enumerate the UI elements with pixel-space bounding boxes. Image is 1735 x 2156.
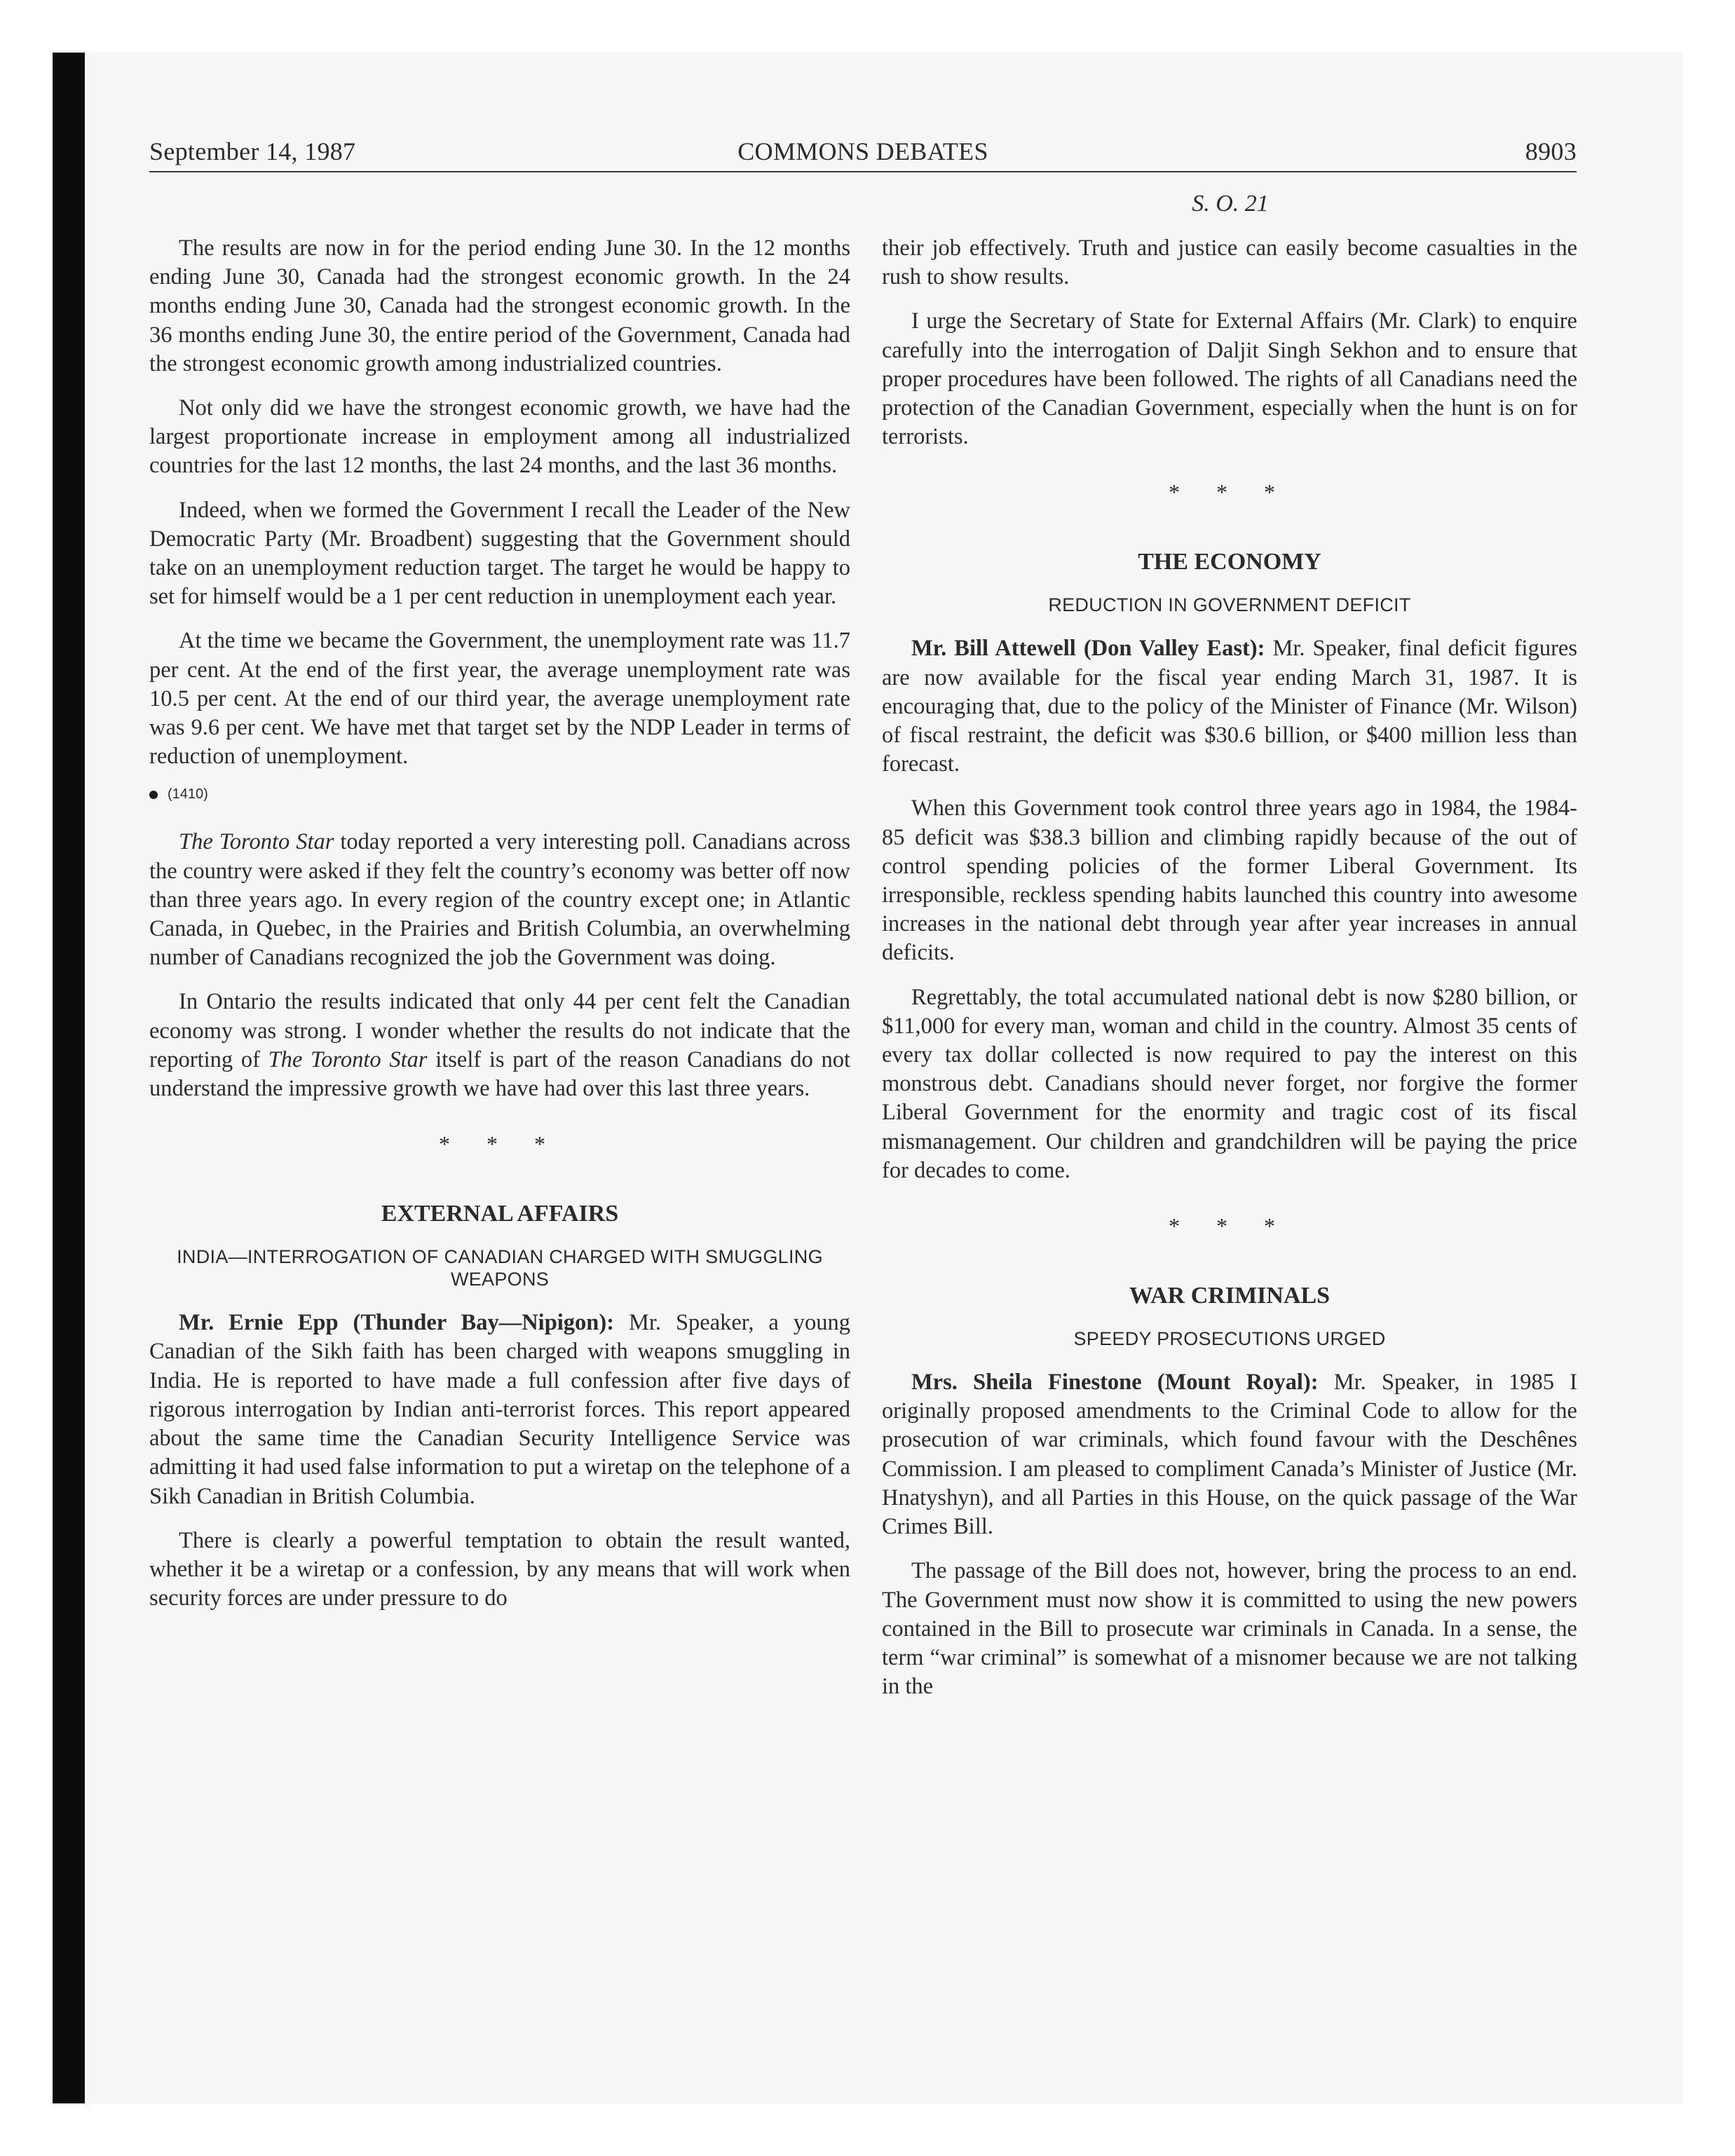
section-heading: WAR CRIMINALS — [1129, 1283, 1331, 1309]
paragraph: There is clearly a powerful temptation to obtain the result wanted, whether it be a wiretap or a confession, by any means that will work when security forces are under pressure to do — [149, 1527, 850, 1611]
left-column — [149, 234, 850, 1972]
paragraph: Not only did we have the strongest economic growth, we have had the largest proportionate increase in employment among all industrialized countries for the last 12 months, the last 24 months, and the last 36 months. — [149, 395, 850, 479]
header-title: COMMONS DEBATES — [737, 137, 988, 165]
time-marker-text: (1410) — [168, 786, 208, 803]
scan-edge-strip — [53, 53, 85, 2103]
header-page-number: 8903 — [1525, 137, 1577, 165]
header-rule — [149, 171, 1577, 172]
speaker-name: Mrs. Sheila Finestone (Mount Royal): — [911, 1370, 1319, 1396]
section-subheading: SPEEDY PROSECUTIONS URGED — [1073, 1328, 1386, 1350]
paragraph: I urge the Secretary of State for External Affairs (Mr. Clark) to enquire carefully into the interrogation of Daljit Singh Sekhon and to ensure that proper procedures have been followed. The rights of all Canadians need the protection of the Canadian Government, especially when the hunt is on for terrorists. — [882, 308, 1577, 450]
paragraph-text: In Ontario the results indicated that only 44 per cent felt the Canadian economy was strong. I wonder whether the results do not indicate that the reporting of — [149, 989, 850, 1072]
paragraph — [882, 634, 1577, 779]
paragraph — [149, 988, 850, 1103]
paragraph-text: Mr. Speaker, in 1985 I originally proposed amendments to the Criminal Code to allow for the prosecution of war criminals, which found favour with the Deschênes Commission. I am pleased to compliment Canada’s Minister of Justice (Mr. Hnatyshyn), and all Parties in this House, on the quick passage of the War Crimes Bill. — [882, 1370, 1577, 1540]
paragraph: The passage of the Bill does not, however, bring the process to an end. The Government must now show it is committed to using the new powers contained in the Bill to prosecute war criminals in Canada. In a sense, the term “war criminal” is somewhat of a misnomer because we are not talking in the — [882, 1558, 1577, 1700]
paragraph: Regrettably, the total accumulated national debt is now $280 billion, or $11,000 for every man, woman and child in the country. Almost 35 cents of every tax dollar collected is now required to pay the interest on this monstrous debt. Canadians should never forget, nor forgive the former Liberal Government for the enormity and tragic cost of its fiscal mismanagement. Our children and grandchildren will be paying the price for decades to come. — [882, 984, 1577, 1183]
section-separator: * * * — [1169, 1213, 1291, 1239]
paragraph — [149, 1309, 850, 1510]
paragraph: At the time we became the Government, the unemployment rate was 11.7 per cent. At the end of the first year, the average unemployment rate was 10.5 per cent. At the end of our third year, the average unemployment rate was 9.6 per cent. We have met that target set by the NDP Leader in terms of reduction of unemployment. — [149, 628, 850, 770]
section-heading: EXTERNAL AFFAIRS — [381, 1201, 619, 1227]
paragraph-text: Mr. Speaker, final deficit figures are now available for the fiscal year ending March 31, 1987. It is encouraging that, due to the policy of the Minister of Finance (Mr. Wilson) of fiscal restraint, the deficit was $30.6 billion, or $400 million less than forecast. — [882, 636, 1577, 777]
header-date: September 14, 1987 — [149, 137, 356, 165]
section-separator: * * * — [439, 1131, 561, 1157]
paragraph: The results are now in for the period ending June 30. In the 12 months ending June 30, Canada had the strongest economic growth. In the 24 months ending June 30, Canada had the strongest economic growth. In the 36 months ending June 30, the entire period of the Government, Canada had the strongest economic growth among industrialized countries. — [149, 236, 850, 376]
section-subheading: REDUCTION IN GOVERNMENT DEFICIT — [1048, 594, 1411, 616]
paragraph: When this Government took control three years ago in 1984, the 1984-85 deficit was $38.3 billion and climbing rapidly because of the out of control spending policies of the former Liberal Government. Its irresponsible, reckless spending habits launched this country into awesome increases in the national debt through year after year increases in annual deficits. — [882, 796, 1577, 966]
page-header — [149, 137, 1577, 173]
newspaper-name: The Toronto Star — [268, 1046, 428, 1072]
paragraph: their job effectively. Truth and justice can easily become casualties in the rush to show results. — [882, 236, 1577, 290]
right-column — [882, 234, 1577, 1972]
standing-order-marker: S. O. 21 — [1192, 191, 1269, 217]
section-heading: THE ECONOMY — [1138, 549, 1321, 575]
paragraph-text: itself is part of the reason Canadians do not understand the impressive growth we have had over this last three years. — [149, 1046, 850, 1102]
paragraph: Indeed, when we formed the Government I recall the Leader of the New Democratic Party (Mr. Broadbent) suggesting that the Government should take on an unemployment reduction target. The target he would be happy to set for himself would be a 1 per cent reduction in unemployment each year. — [149, 497, 850, 610]
paragraph-text: today reported a very interesting poll. Canadians across the country were asked if they felt the country’s economy was better off now than three years ago. In every region of the country except one; in Atlantic Canada, in Quebec, in the Prairies and British Columbia, an overwhelming number of Canadians recognized the job the Government was doing. — [149, 829, 850, 971]
section-subheading: INDIA—INTERROGATION OF CANADIAN CHARGED WITH SMUGGLING WEAPONS — [177, 1246, 823, 1290]
paragraph — [149, 828, 850, 972]
speaker-name: Mr. Ernie Epp (Thunder Bay—Nipigon): — [179, 1310, 615, 1336]
paragraph — [882, 1368, 1577, 1541]
speaker-name: Mr. Bill Attewell (Don Valley East): — [911, 636, 1265, 662]
section-separator: * * * — [1169, 479, 1291, 505]
bullet-icon — [149, 791, 158, 799]
time-marker — [149, 786, 850, 803]
newspaper-name: The Toronto Star — [179, 829, 334, 855]
paragraph-text: Mr. Speaker, a young Canadian of the Sikh faith has been charged with weapons smuggling in India. He is reported to have made a full confession after five days of rigorous interrogation by Indian anti-terrorist forces. This report appeared about the same time the Canadian Security Intelligence Service was admitting it had used false information to put a wiretap on the telephone of a Sikh Canadian in British Columbia. — [149, 1310, 850, 1509]
